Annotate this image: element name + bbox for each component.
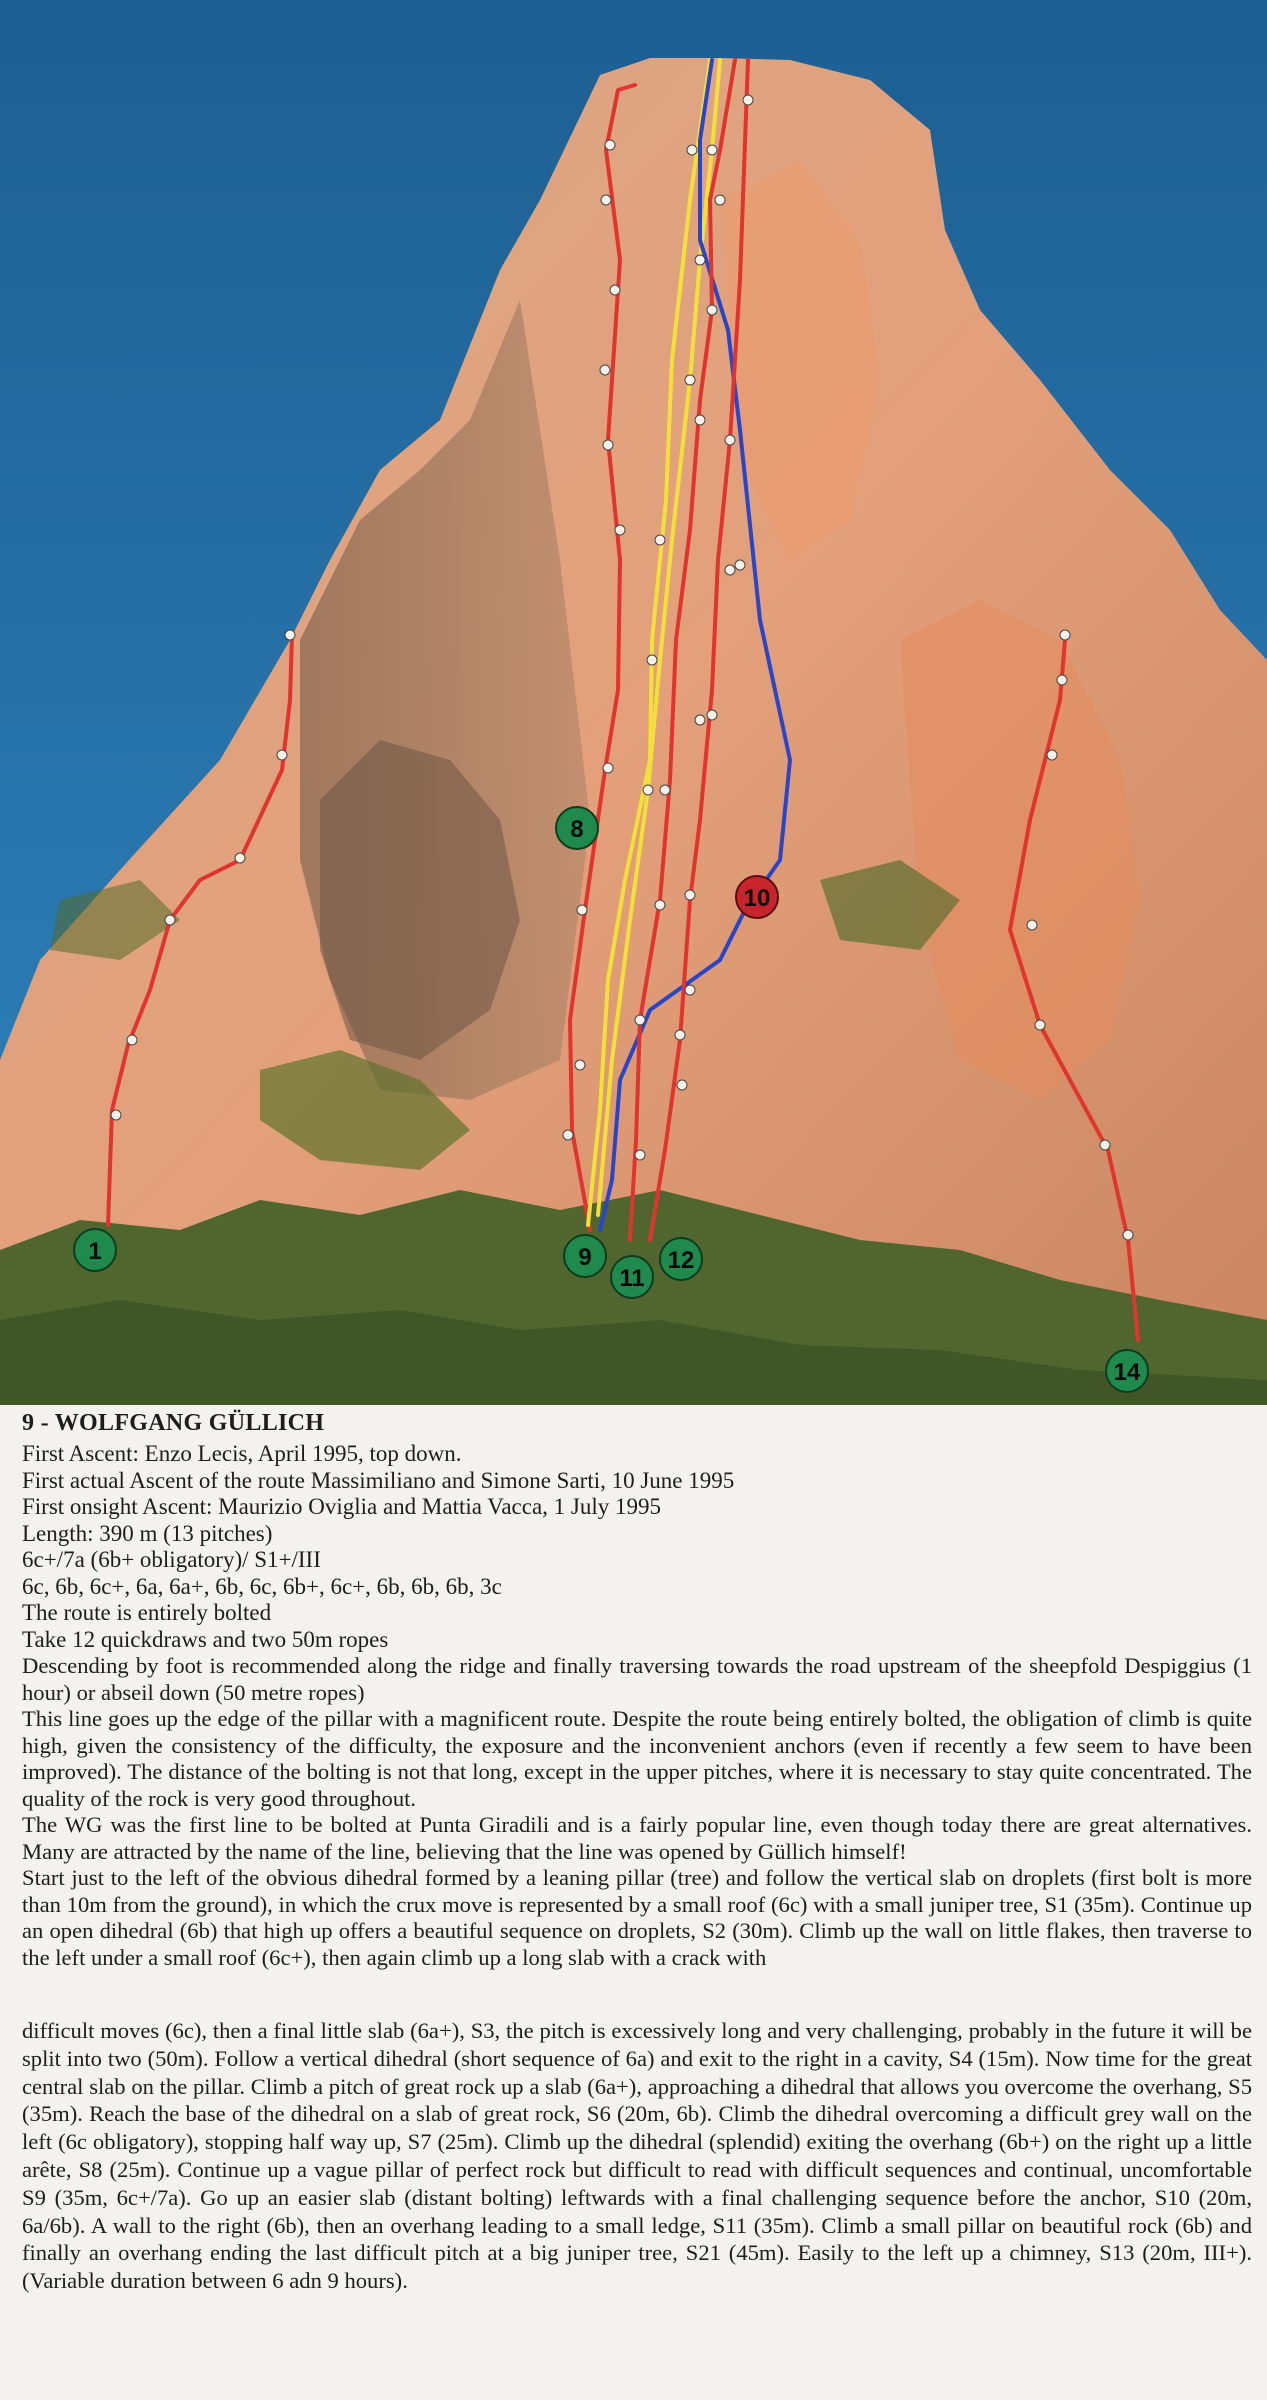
route-badge-10	[736, 876, 778, 918]
svg-text:14: 14	[1113, 1359, 1141, 1386]
route-description	[22, 1410, 1252, 2295]
fact-bolting: The route is entirely bolted	[22, 1600, 272, 1625]
svg-text:12: 12	[667, 1247, 695, 1274]
paragraph-overview: This line goes up the edge of the pillar with a magnificent route. Despite the route being entirely bolted, the obligation of climb is quite high, given the consistency of the difficulty, the exposure and the inconvenient anchors (even if recently a few seem to have been improved). The distance of the bolting is not that long, except in the upper pitches, where it is necessary to stay quite concentrated. The quality of the rock is very good throughout.	[22, 1706, 1252, 1811]
route-title: 9 - WOLFGANG GÜLLICH	[22, 1410, 325, 1436]
column-break	[22, 1971, 1252, 2017]
fact-first-ascent: First Ascent: Enzo Lecis, April 1995, top down.	[22, 1441, 462, 1466]
route-badge-14	[1106, 1350, 1148, 1392]
svg-text:8: 8	[570, 816, 584, 843]
fact-first-actual-ascent: First actual Ascent of the route Massimiliano and Simone Sarti, 10 June 1995	[22, 1467, 735, 1493]
svg-text:1: 1	[88, 1238, 102, 1265]
fact-grade: 6c+/7a (6b+ obligatory)/ S1+/III	[22, 1547, 321, 1572]
paragraph-descent: Descending by foot is recommended along the ridge and finally traversing towards the road upstream of the sheepfold Despiggius (1 hour) or abseil down (50 metre ropes)	[22, 1653, 1252, 1705]
svg-text:9: 9	[578, 1244, 592, 1271]
route-badge-12	[660, 1238, 702, 1280]
route-badge-9	[564, 1235, 606, 1277]
svg-text:11: 11	[619, 1265, 645, 1292]
paragraph-start: Start just to the left of the obvious dihedral formed by a leaning pillar (tree) and follow the vertical slab on droplets (first bolt is more than 10m from the ground), in which the crux move is represented by a small roof (6c) with a small juniper tree, S1 (35m). Continue up an open dihedral (6b) that high up offers a beautiful sequence on droplets, S2 (30m). Climb up the wall on little flakes, then traverse to the left under a small roof (6c+), then again climb up a long slab with a crack with	[22, 1865, 1252, 1970]
route-badge-8	[556, 807, 598, 849]
paragraph-continuation: difficult moves (6c), then a final little slab (6a+), S3, the pitch is excessively long and very challenging, probably in the future it will be split into two (50m). Follow a vertical dihedral (short sequence of 6a) and exit to the right in a cavity, S4 (15m). Now time for the great central slab on the pillar. Climb a pitch of great rock up a slab (6a+), approaching a dihedral that allows you overcome the overhang, S5 (35m). Reach the base of the dihedral on a slab of great rock, S6 (20m, 6b). Climb the dihedral overcoming a difficult grey wall on the left (6c obligatory), stopping half way up, S7 (25m). Climb up the dihedral (splendid) exiting the overhang (6b+) on the right up a little arête, S8 (25m). Continue up a vague pillar of perfect rock but difficult to read with difficult sequences and continual, uncomfortable S9 (35m, 6c+/7a). Go up an easier slab (distant bolting) leftwards with a final challenging sequence before the anchor, S10 (20m, 6a/6b). A wall to the right (6b), then an overhang leading to a small ledge, S11 (35m). Climb a small pillar on beautiful rock (6b) and finally an overhang ending the last difficult pitch at a big juniper tree, S21 (45m). Easily to the left up a chimney, S13 (20m, III+). (Variable duration between 6 adn 9 hours).	[22, 2018, 1252, 2294]
paragraph-history: The WG was the first line to be bolted at Punta Giradili and is a fairly popular line, even though today there are great alternatives. Many are attracted by the name of the line, believing that the line was opened by Güllich himself!	[22, 1812, 1252, 1864]
fact-first-onsight: First onsight Ascent: Maurizio Oviglia and Mattia Vacca, 1 July 1995	[22, 1494, 662, 1519]
fact-pitch-grades: 6c, 6b, 6c+, 6a, 6a+, 6b, 6c, 6b+, 6c+, 6b, 6b, 6b, 3c	[22, 1573, 502, 1599]
svg-text:10: 10	[743, 885, 771, 912]
route-badge-11	[611, 1256, 653, 1298]
fact-length: Length: 390 m (13 pitches)	[22, 1520, 273, 1546]
route-badge-1	[74, 1229, 116, 1271]
fact-gear: Take 12 quickdraws and two 50m ropes	[22, 1626, 389, 1652]
